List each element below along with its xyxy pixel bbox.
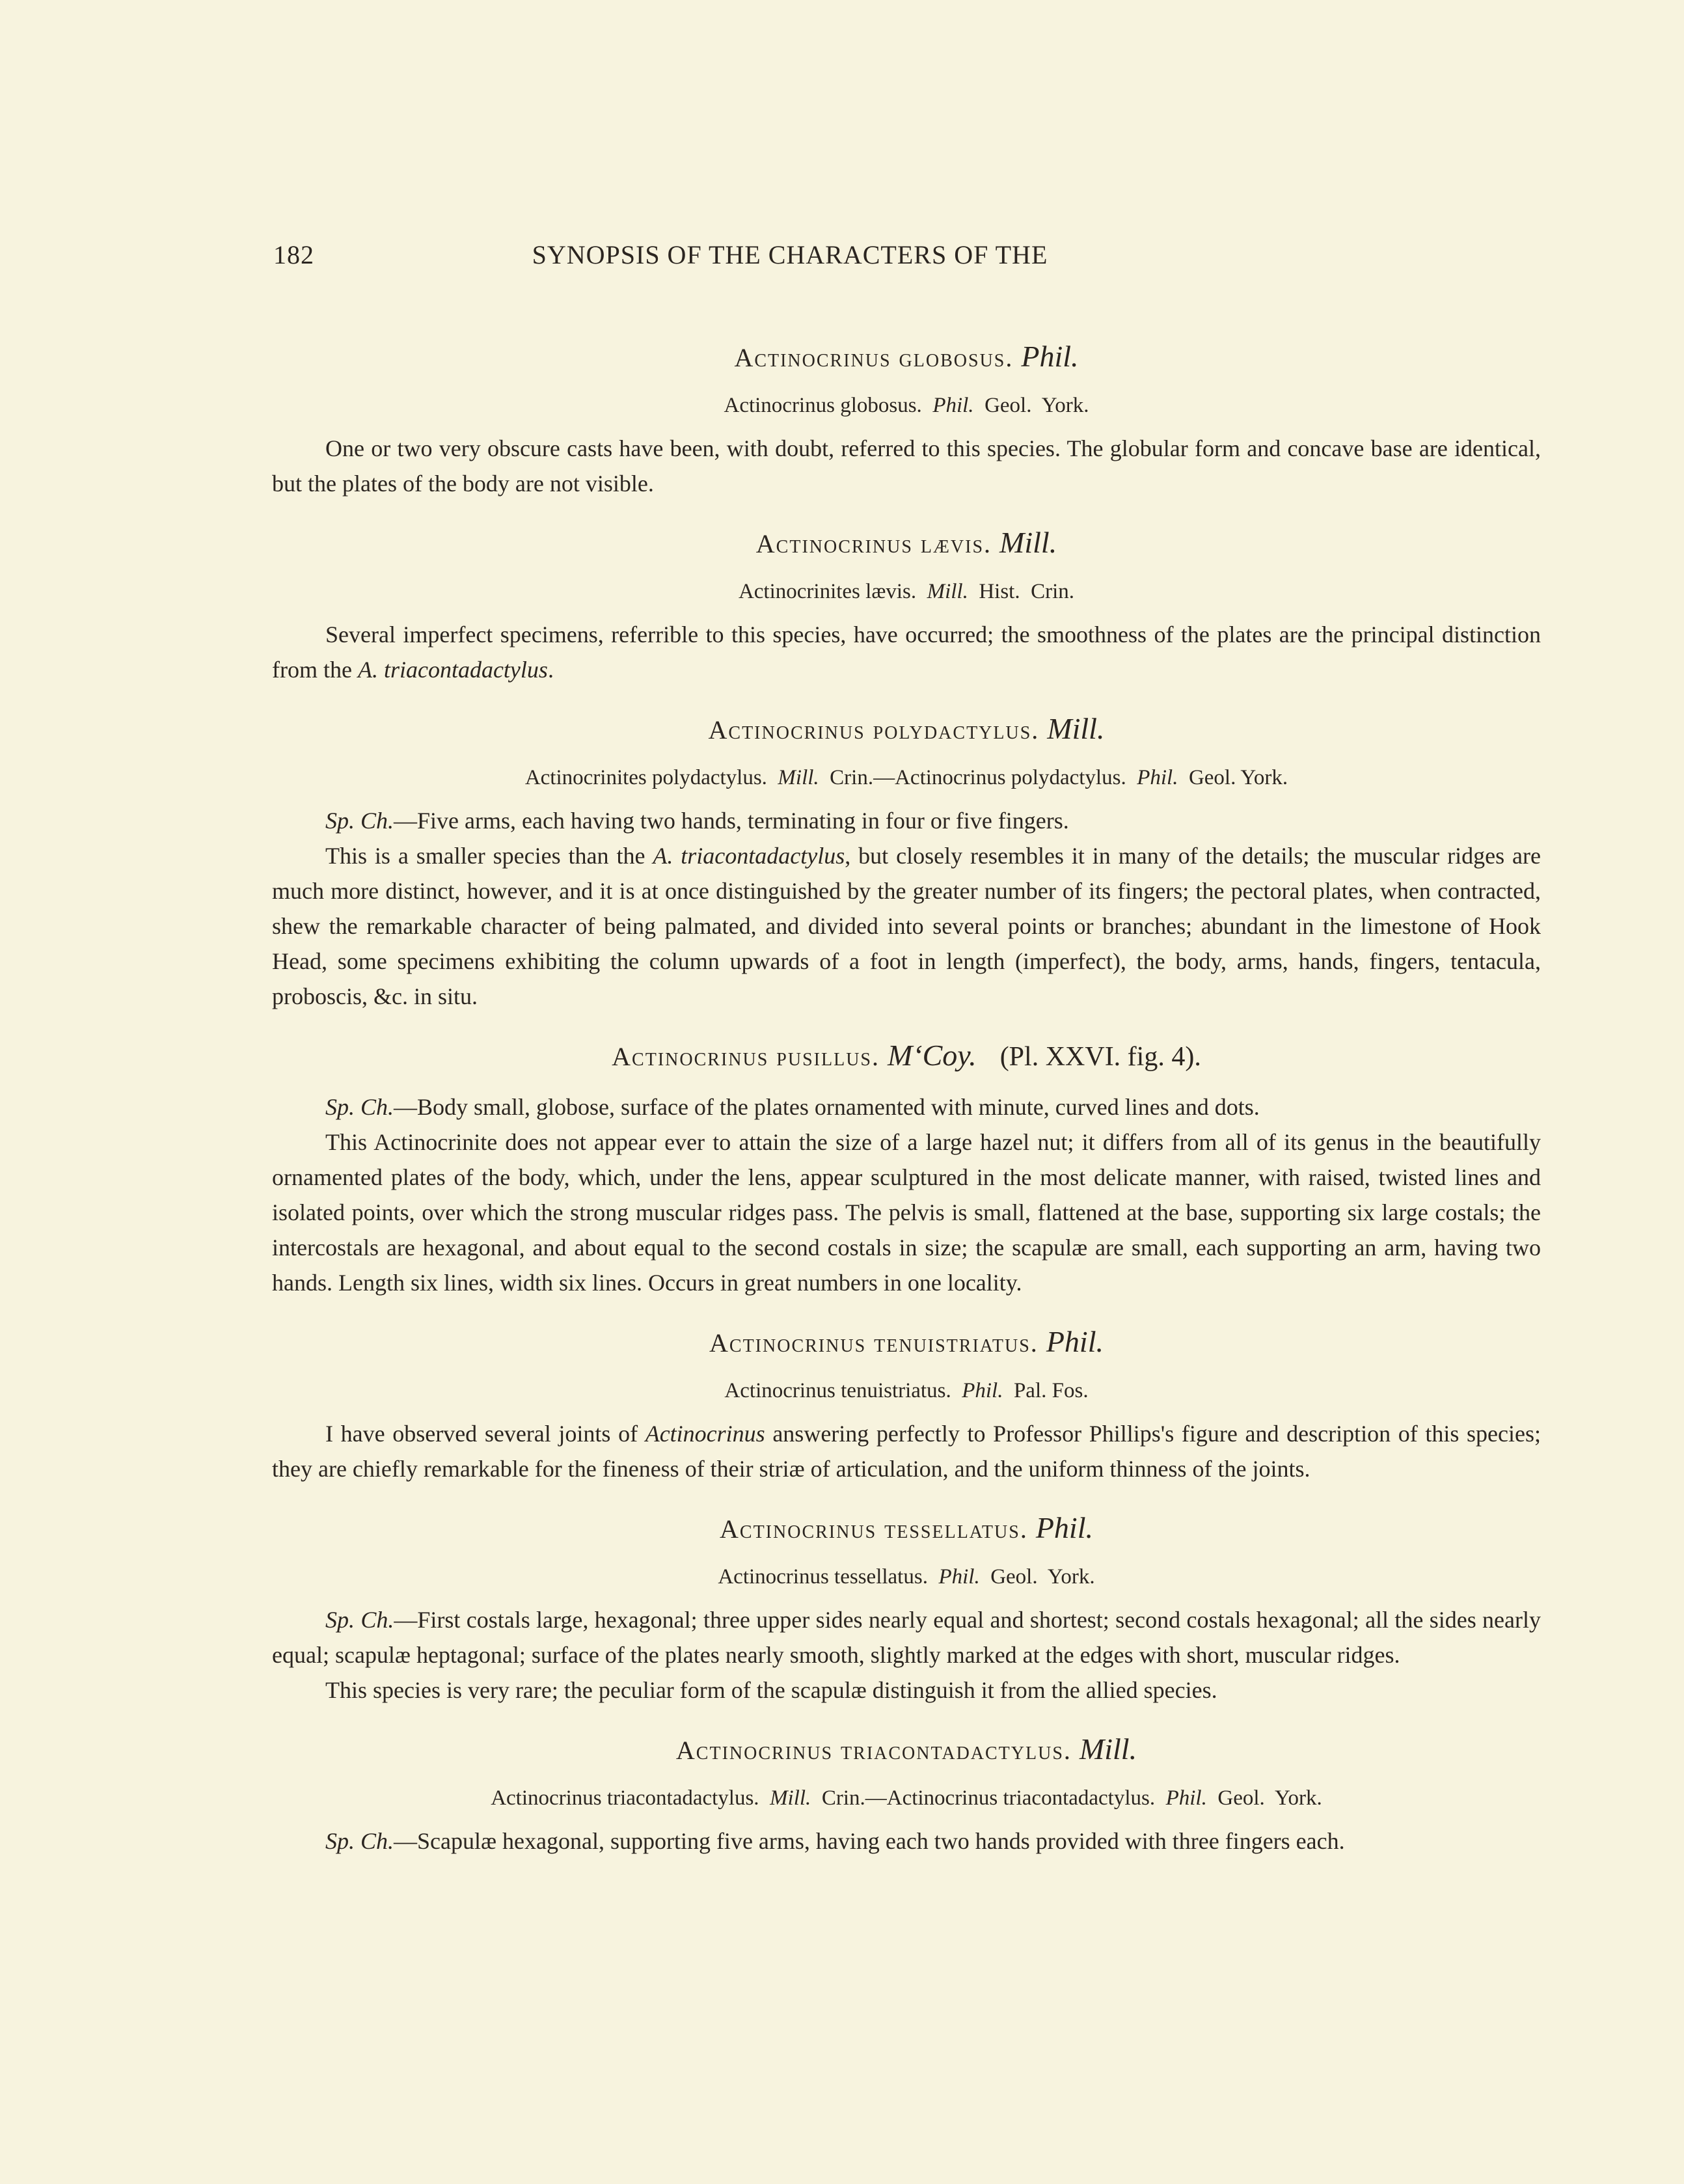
species-heading bbox=[272, 338, 1541, 376]
synonymy-line: Actinocrinus globosus. Phil. Geol. York. bbox=[724, 394, 1089, 417]
species-name: Actinocrinus globosus. bbox=[734, 343, 1014, 372]
spacer bbox=[272, 1014, 1541, 1037]
running-head bbox=[273, 239, 1541, 279]
species-author: M‘Coy. bbox=[887, 1039, 977, 1072]
description-paragraph: Sp. Ch.—First costals large, hexagonal; three upper sides nearly equal and shortest; second costals hexagonal; all the sides nearly equal; scapulæ heptagonal; surface of the plates nearly smooth, slightly marked at the edges with short, muscular ridges. bbox=[272, 1607, 1541, 1668]
species-name: Actinocrinus tessellatus. bbox=[720, 1514, 1028, 1544]
species-heading bbox=[272, 525, 1541, 562]
spacer bbox=[272, 501, 1541, 525]
species-entry bbox=[272, 338, 1541, 501]
species-author: Phil. bbox=[1035, 1511, 1093, 1544]
description-paragraph: Sp. Ch.—Body small, globose, surface of the plates ornamented with minute, curved lines and dots. bbox=[325, 1094, 1260, 1120]
synonymy-line: Actinocrinus triacontadactylus. Mill. Crin.—Actinocrinus triacontadactylus. Phil. Geol. York. bbox=[491, 1786, 1322, 1810]
description-paragraph: Sp. Ch.—Five arms, each having two hands, terminating in four or five fingers. bbox=[325, 808, 1069, 834]
species-entry bbox=[272, 1324, 1541, 1486]
description-paragraph: This is a smaller species than the A. triacontadactylus, but closely resembles it in many of the details; the muscular ridges are much more distinct, however, and it is at once distinguished by the greater number of its fingers; the pectoral plates, when contracted, shew the remarkable character of being palmated, and divided into several points or branches; abundant in the limestone of Hook Head, some specimens exhibiting the column upwards of a foot in length (imperfect), the body, arms, hands, fingers, tentacula, proboscis, &c. in situ. bbox=[272, 843, 1541, 1009]
species-author: Mill. bbox=[999, 526, 1057, 559]
description-paragraph: I have observed several joints of Actinocrinus answering perfectly to Professor Phillips's figure and description of this species; they are chiefly remarkable for the fineness of their striæ of articulation, and the uniform thinness of the joints. bbox=[272, 1421, 1541, 1482]
species-entry bbox=[272, 1510, 1541, 1708]
species-name: Actinocrinus lævis. bbox=[755, 529, 992, 558]
species-entry bbox=[272, 711, 1541, 1014]
species-name: Actinocrinus tenuistriatus. bbox=[709, 1328, 1039, 1358]
species-author: Phil. bbox=[1046, 1325, 1104, 1358]
species-heading bbox=[272, 711, 1541, 748]
plate-reference: (Pl. XXVI. fig. 4). bbox=[999, 1042, 1201, 1072]
species-heading bbox=[272, 1037, 1541, 1075]
species-name: Actinocrinus pusillus. bbox=[612, 1042, 880, 1071]
page-body bbox=[272, 338, 1541, 1859]
spacer bbox=[272, 1708, 1541, 1731]
species-name: Actinocrinus polydactylus. bbox=[708, 715, 1040, 744]
species-author: Mill. bbox=[1079, 1732, 1137, 1766]
description-paragraph: This Actinocrinite does not appear ever to attain the size of a large hazel nut; it differs from all of its genus in the beautifully ornamented plates of the body, which, under the lens, appear sculptured in the most delicate manner, with raised, twisted lines and isolated points, over which the strong muscular ridges pass. The pelvis is small, flattened at the base, supporting six large costals; the intercostals are hexagonal, and about equal to the second costals in size; the scapulæ are small, each supporting an arm, having two hands. Length six lines, width six lines. Occurs in great numbers in one locality. bbox=[272, 1129, 1541, 1296]
species-entry bbox=[272, 525, 1541, 687]
species-heading bbox=[272, 1324, 1541, 1361]
species-name: Actinocrinus triacontadactylus. bbox=[675, 1736, 1072, 1765]
spacer bbox=[272, 687, 1541, 711]
species-entry bbox=[272, 1731, 1541, 1859]
spacer bbox=[272, 1300, 1541, 1324]
species-heading bbox=[272, 1731, 1541, 1769]
synonymy-line: Actinocrinus tessellatus. Phil. Geol. York. bbox=[718, 1565, 1095, 1589]
synonymy-line: Actinocrinites polydactylus. Mill. Crin.—Actinocrinus polydactylus. Phil. Geol. York. bbox=[524, 766, 1288, 789]
spacer bbox=[272, 1486, 1541, 1510]
description-paragraph: Several imperfect specimens, referrible to this species, have occurred; the smoothness of the plates are the principal distinction from the A. triacontadactylus. bbox=[272, 621, 1541, 683]
running-title: SYNOPSIS OF THE CHARACTERS OF THE bbox=[532, 240, 1048, 269]
species-author: Mill. bbox=[1047, 712, 1105, 745]
species-heading bbox=[272, 1510, 1541, 1548]
description-paragraph: Sp. Ch.—Scapulæ hexagonal, supporting five arms, having each two hands provided with three fingers each. bbox=[325, 1828, 1345, 1854]
species-entry bbox=[272, 1037, 1541, 1300]
species-author: Phil. bbox=[1021, 340, 1079, 373]
description-paragraph: This species is very rare; the peculiar form of the scapulæ distinguish it from the allied species. bbox=[325, 1677, 1217, 1703]
synonymy-line: Actinocrinites lævis. Mill. Hist. Crin. bbox=[738, 580, 1075, 603]
description-paragraph: One or two very obscure casts have been, with doubt, referred to this species. The globular form and concave base are identical, but the plates of the body are not visible. bbox=[272, 435, 1541, 497]
synonymy-line: Actinocrinus tenuistriatus. Phil. Pal. Fos. bbox=[724, 1379, 1089, 1402]
page-number: 182 bbox=[273, 240, 314, 269]
